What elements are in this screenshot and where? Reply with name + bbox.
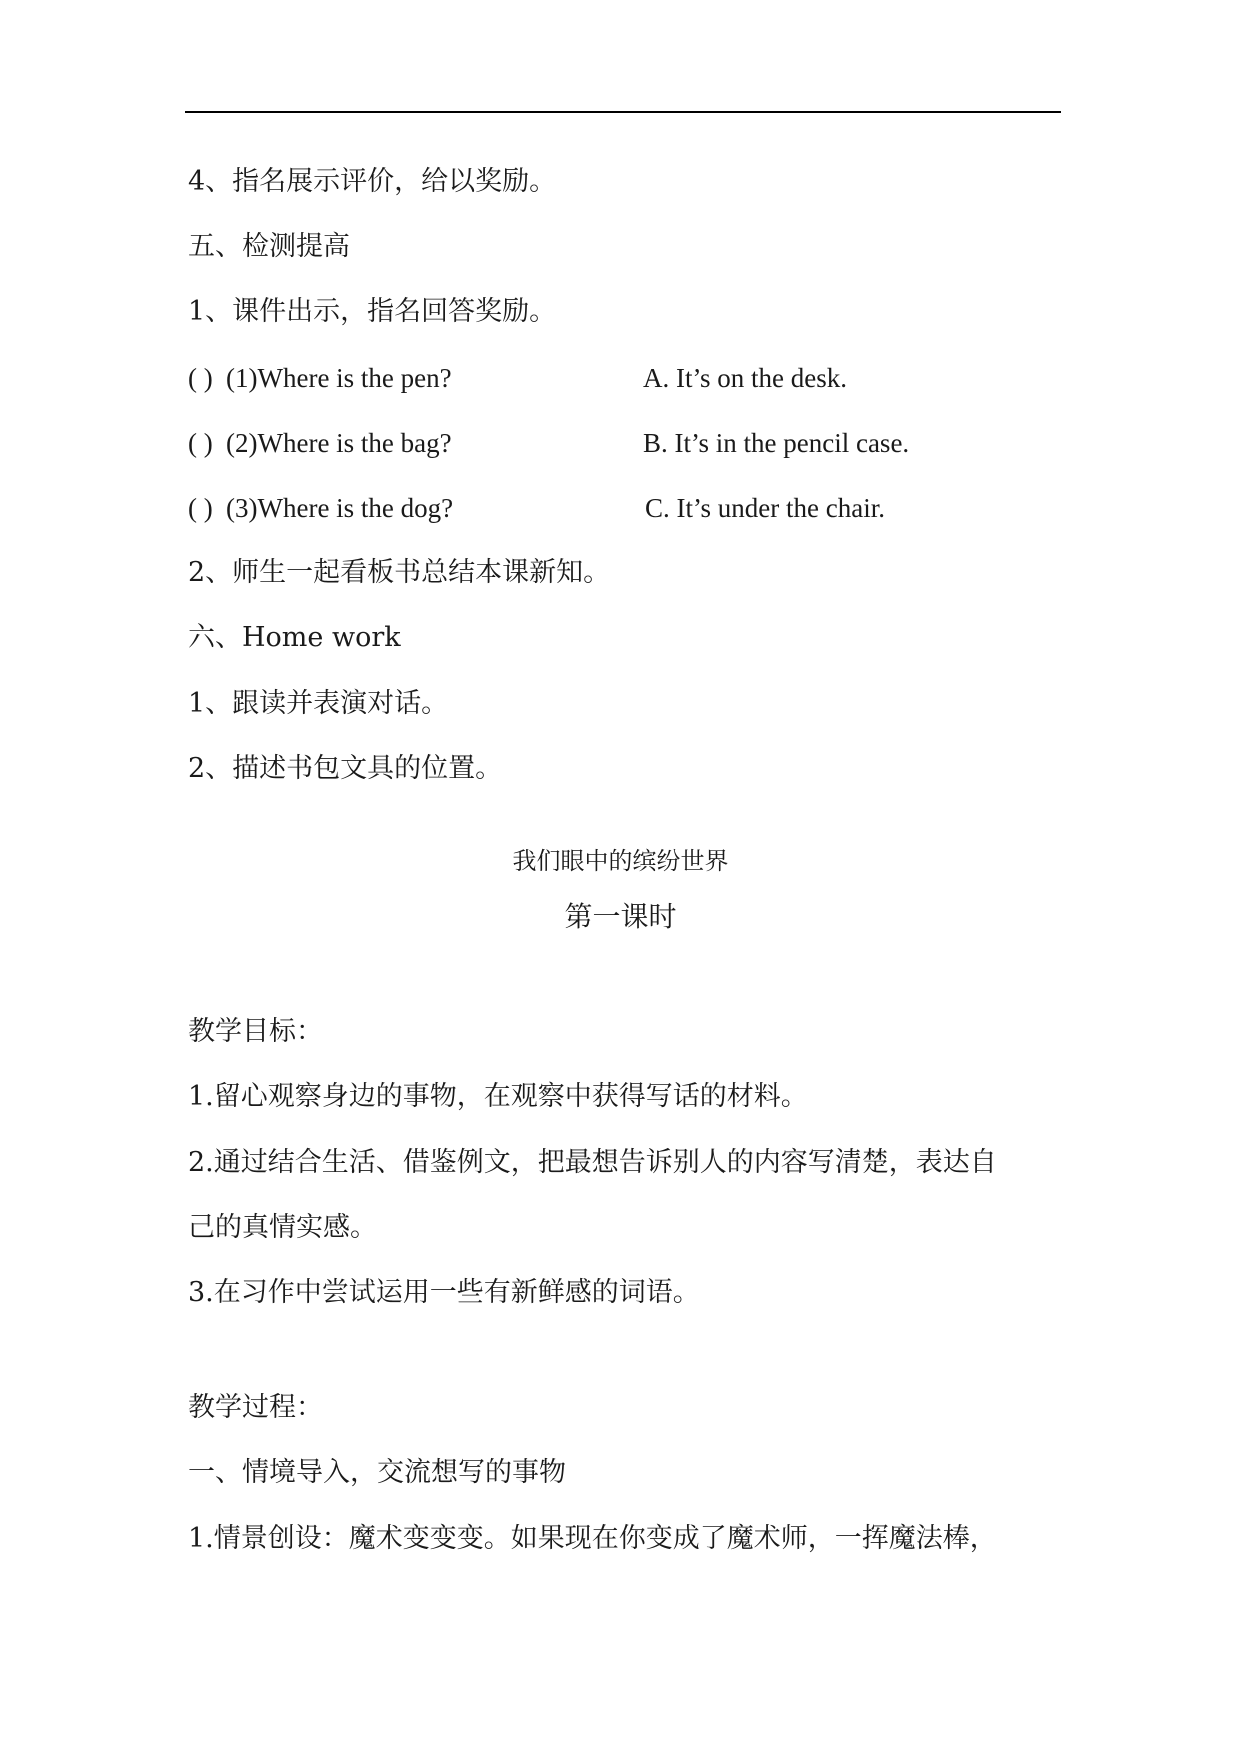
question-text: (1)Where is the pen? — [226, 363, 452, 393]
answer-blank: ( ) — [188, 363, 213, 393]
question-row — [188, 425, 1068, 461]
step-1-text: 1.情景创设：魔术变变变。如果现在你变成了魔术师，一挥魔法棒， — [188, 1523, 997, 1554]
item-1-line: 1、课件出示，指名回答奖励。 — [188, 296, 557, 327]
question-row — [188, 360, 1068, 396]
homework-1-line: 1、跟读并表演对话。 — [188, 688, 449, 719]
process-heading: 教学过程： — [188, 1392, 323, 1423]
answer-option: B. It’s in the pencil case. — [643, 428, 910, 458]
lesson-subtitle: 第一课时 — [564, 900, 677, 933]
question-row — [188, 490, 1068, 526]
answer-option: A. It’s on the desk. — [643, 363, 847, 393]
goal-3-line: 3.在习作中尝试运用一些有新鲜感的词语。 — [188, 1277, 700, 1308]
header-rule — [185, 111, 1061, 113]
goal-2-line: 2.通过结合生活、借鉴例文，把最想告诉别人的内容写清楚，表达自 — [188, 1147, 997, 1178]
step-1-heading: 一、情境导入，交流想写的事物 — [188, 1457, 566, 1488]
goal-2-continuation: 己的真情实感。 — [188, 1212, 377, 1243]
section-6-heading: 六、Home work — [188, 622, 401, 653]
item-2-line: 2、师生一起看板书总结本课新知。 — [188, 557, 611, 588]
answer-blank: ( ) — [188, 428, 213, 458]
goals-heading: 教学目标： — [188, 1016, 323, 1047]
question-text: (2)Where is the bag? — [226, 428, 452, 458]
step-4-line: 4、指名展示评价，给以奖励。 — [188, 166, 557, 197]
homework-2-line: 2、描述书包文具的位置。 — [188, 753, 503, 784]
section-5-heading: 五、检测提高 — [188, 231, 350, 262]
answer-option: C. It’s under the chair. — [645, 493, 885, 523]
lesson-title: 我们眼中的缤纷世界 — [512, 847, 729, 875]
question-text: (3)Where is the dog? — [226, 493, 454, 523]
goal-1-line: 1.留心观察身边的事物，在观察中获得写话的材料。 — [188, 1081, 808, 1112]
answer-blank: ( ) — [188, 493, 213, 523]
